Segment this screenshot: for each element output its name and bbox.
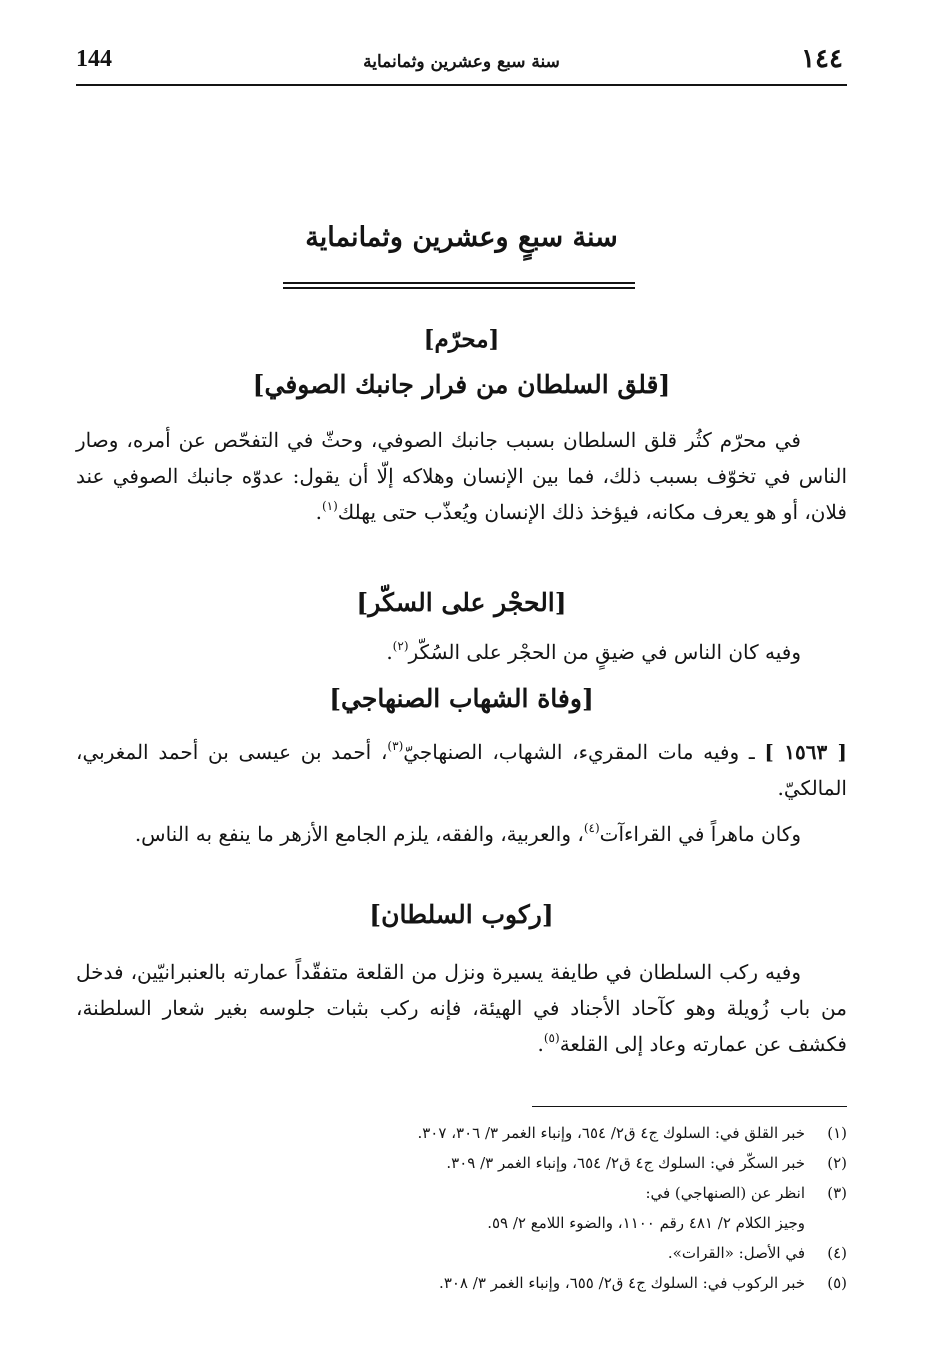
footnote-ref: (٢) [392, 639, 409, 653]
paragraph-tail: ، أحمد بن عيسى بن أحمد المغربي، المالكيّ. [76, 740, 847, 800]
footnote-mark: (٣) [827, 1184, 847, 1202]
footnote-text: وجيز الكلام ٢/ ٤٨١ رقم ١١٠٠، والضوء اللامع ٢/ ٥٩. [487, 1214, 805, 1232]
paragraph-text: وفيه ركب السلطان في طايفة يسيرة ونزل من القلعة متفقّداً عمارته بالعنبرانيّين، فدخل من باب زُويلة وهو كآحاد الأجناد في الهيئة، فإنه ركب بثبات جلوسه بغير شعار السلطنة، فكشف عن عمارته وعاد إلى القلعة [76, 960, 847, 1056]
paragraph [76, 734, 847, 806]
section-title: [ركوب السلطان] [369, 900, 554, 929]
footnote-text: خبر القلق في: السلوك ج٤ ق٢/ ٦٥٤، وإنباء الغمر ٣/ ٣٠٦، ٣٠٧. [417, 1124, 805, 1142]
running-title: سنة سبع وعشرين وثمانماية [363, 52, 560, 72]
title-rule-top [283, 282, 635, 284]
chapter-title: سنة سبعٍ وعشرين وثمانماية [305, 222, 618, 253]
paragraph-tail: ، والعربية، والفقه، يلزم الجامع الأزهر ما ينفع به الناس. [134, 822, 584, 846]
month-heading: [محرّم] [423, 326, 500, 353]
footnote-ref: (٤) [583, 821, 600, 835]
footnote-text: في الأصل: «القرات». [667, 1244, 805, 1262]
paragraph [76, 954, 847, 1062]
entry-number: [ ١٥٦٣ ] [764, 740, 847, 764]
paragraph-tail: . [386, 640, 393, 664]
footnote-mark: (٤) [827, 1244, 847, 1262]
footnote [76, 1148, 847, 1178]
paragraph-text: وكان ماهراً في القراءآت [599, 822, 801, 846]
footnote-text: خبر السكّر في: السلوك ج٤ ق٢/ ٦٥٤، وإنباء الغمر ٣/ ٣٠٩. [446, 1154, 805, 1172]
footnote [76, 1238, 847, 1268]
running-header [76, 42, 847, 86]
footnote-ref: (١) [321, 499, 338, 513]
footnote-continuation [76, 1208, 847, 1238]
book-page [76, 0, 847, 1362]
page-number-arabic: ١٤٤ [801, 44, 843, 74]
paragraph-tail: . [537, 1032, 544, 1056]
footnote-ref: (٣) [387, 739, 404, 753]
section-title: [وفاة الشهاب الصنهاجي] [329, 684, 594, 713]
footnote-mark: (١) [827, 1124, 847, 1142]
paragraph-tail: . [315, 500, 322, 524]
paragraph-text: وفيه كان الناس في ضيقٍ من الحجْر على السُكّر [408, 640, 801, 664]
page-number-latin: 144 [76, 46, 112, 72]
paragraph [76, 422, 847, 530]
footnote-mark: (٥) [827, 1274, 847, 1292]
section-title: [قلق السلطان من فرار جانبك الصوفي] [252, 370, 671, 399]
footnote [76, 1268, 847, 1298]
footnote-text: خبر الركوب في: السلوك ج٤ ق٢/ ٦٥٥، وإنباء الغمر ٣/ ٣٠٨. [439, 1274, 805, 1292]
footnote-mark: (٢) [827, 1154, 847, 1172]
footnotes [76, 1118, 847, 1298]
footnote-ref: (٥) [543, 1031, 560, 1045]
paragraph-text: في محرّم كثُر قلق السلطان بسبب جانبك الصوفي، وحثّ في التفحّص عن أمره، وصار الناس في تخوّف بسبب ذلك، فما بين الإنسان وهلاكه إلّا أن يقول: عدوّه جانبك الصوفي عند فلان، أو هو يعرف مكانه، فيؤخذ ذلك الإنسان ويُعذّب حتى يهلك [76, 428, 847, 524]
paragraph [76, 634, 847, 670]
section-title: [الحجْر على السكّر] [356, 588, 567, 617]
paragraph [76, 816, 847, 852]
footnote [76, 1178, 847, 1208]
title-rule-bottom [283, 287, 635, 289]
header-rule [76, 84, 847, 86]
footnote-separator [532, 1106, 847, 1107]
paragraph-text: ـ وفيه مات المقريء، الشهاب، الصنهاجيّ [403, 740, 755, 764]
footnote [76, 1118, 847, 1148]
footnote-text: انظر عن (الصنهاجي) في: [645, 1184, 805, 1202]
